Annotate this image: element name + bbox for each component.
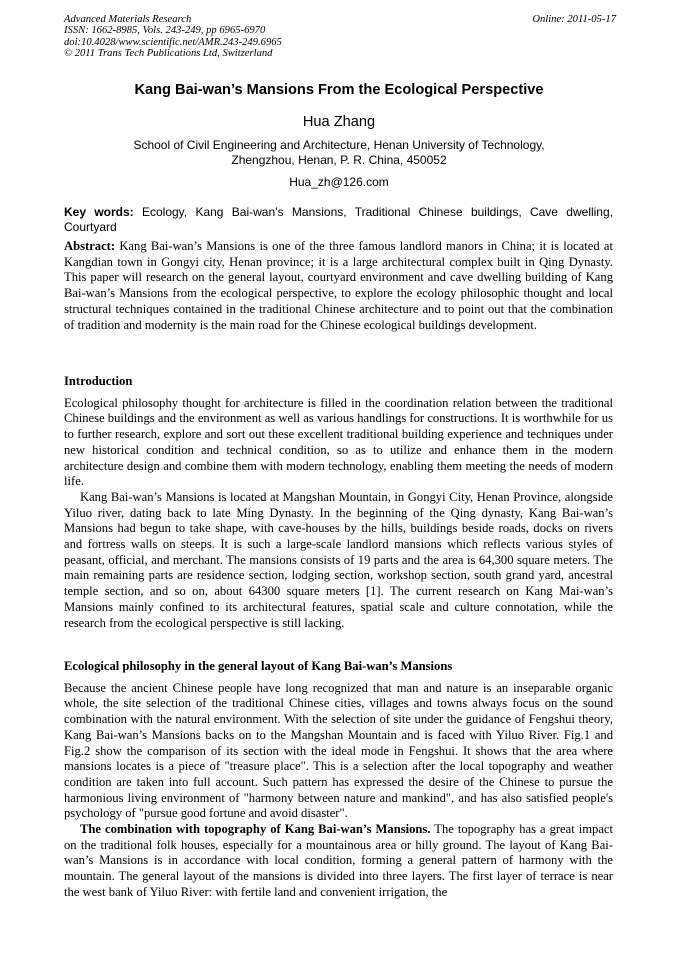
topography-subheading: The combination with topography of Kang Bai-wan’s Mansions.	[80, 822, 431, 837]
ecological-paragraph-1: Because the ancient Chinese people have long recognized that man and nature is an inseparable organic whole, the site selection of the traditional Chinese cities, villages and towns always focus on the sound combination with the natural environment. With the selection of site under the guidance of Fengshui theory, Kang Bai-wan’s Mansions backs on to the Mangshan Mountain and is faced with Yiluo River. Fig.1 and Fig.2 show the comparison of its section with the ideal mode in Fengshui. It shows that the area where mansions locates is a piece of "treasure place". This is a selection after the local topography and weather condition are taken into full account. Such pattern has expressed the desire of the Chinese to pursue the harmonious living environment of "harmony between nature and mankind", and has also satisfied people's psychology of "pursue good fortune and avoid disaster".	[64, 680, 613, 821]
issn-line: ISSN: 1662-8985, Vols. 243-249, pp 6965-6970	[64, 25, 266, 37]
ecological-heading: Ecological philosophy in the general layout of Kang Bai-wan’s Mansions	[64, 659, 453, 673]
journal-header	[64, 14, 616, 59]
affiliation-line-2: Zhengzhou, Henan, P. R. China, 450052	[231, 153, 447, 167]
doi-line: doi:10.4028/www.scientific.net/AMR.243-249.6965	[64, 36, 282, 48]
abstract	[64, 239, 613, 333]
abstract-text: Kang Bai-wan’s Mansions is one of the three famous landlord manors in China; it is located at Kangdian town in Gongyi city, Henan province; it is a large architectural complex built in Qing Dynasty. This paper will research on the general layout, courtyard environment and cave dwelling building of Kang Bai-wan’s Mansions from the ecological perspective, to explore the ecology philosophic thought and local structural techniques contained in the traditional Chinese architecture and to point out that the combination of tradition and modernity is the main road for the Chinese ecological buildings development.	[64, 239, 613, 332]
copyright-line: © 2011 Trans Tech Publications Ltd, Switzerland	[64, 47, 273, 59]
ecological-paragraph-2	[64, 822, 613, 901]
introduction-paragraph-1: Ecological philosophy thought for architecture is filled in the coordination relation between the traditional Chinese buildings and the environment as well as various handlings for constructions. It is worthwhile for us to further research, explore and sort out these excellent traditional building experience and techniques under new historical condition and technical condition, so as to utilize and enhance them in the modern architecture design and combine them with modern technology, enabling them meeting the needs of modern life.	[64, 395, 613, 489]
keywords-label: Key words:	[64, 205, 134, 219]
affiliation	[0, 138, 678, 168]
affiliation-line-1: School of Civil Engineering and Architecture, Henan University of Technology,	[133, 138, 545, 152]
ecological-section	[64, 659, 613, 901]
author-name: Hua Zhang	[302, 114, 376, 130]
abstract-label: Abstract:	[64, 239, 116, 253]
introduction-paragraph-2: Kang Bai-wan’s Mansions is located at Mangshan Mountain, in Gongyi City, Henan Province, alongside Yiluo river, dating back to late Ming Dynasty. In the beginning of the Qing dynasty, Kang Bai-wan’s Mansions had begun to take shape, with cave-houses by the hills, buildings beside roads, docks on rivers and fortress walls on steeps. It is such a large-scale landlord mansions which reflects various styles of peasant, official, and merchant. The mansions consists of 19 parts and the area is 64,300 square meters. The main remaining parts are residence section, lodging section, workshop section, south grand yard, ancestral temple section, and so on, about 64300 square meters [1]. The current research on Kang Mai-wan’s Mansions mainly confined to its architectural features, spatial scale and culture connotation, while the research from the ecological perspective is still lacking.	[64, 489, 613, 630]
keywords	[64, 205, 613, 235]
online-date: Online: 2011-05-17	[532, 14, 616, 25]
topography-text: The topography has a great impact on the traditional folk houses, especially for a mountainous area or hilly ground. The layout of Kang Bai-wan’s Mansions is in accordance with local condition, forming a general pattern of harmony with the mountain. The general layout of the mansions is divided into three layers. The first layer of terrace is near the west bank of Yiluo River: with fertile land and convenient irrigation, the	[64, 822, 614, 899]
introduction-section	[64, 374, 613, 631]
introduction-heading: Introduction	[64, 374, 133, 388]
author-email: Hua_zh@126.com	[289, 175, 389, 189]
paper-title: Kang Bai-wan’s Mansions From the Ecological Perspective	[134, 82, 544, 98]
keywords-text: Ecology, Kang Bai-wan’s Mansions, Traditional Chinese buildings, Cave dwelling, Courtyard	[64, 205, 613, 234]
journal-name: Advanced Materials Research	[64, 14, 192, 25]
